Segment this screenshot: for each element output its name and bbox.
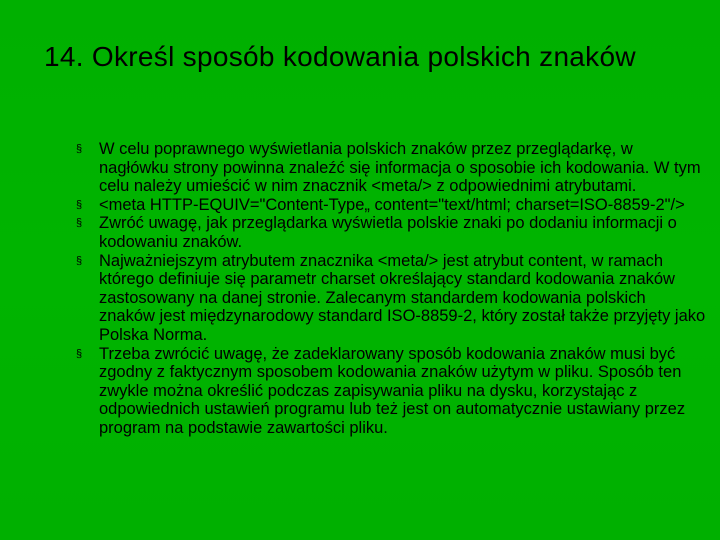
bullet-marker-icon: § (76, 347, 83, 360)
bullet-item (76, 196, 706, 215)
bullet-marker-icon: § (76, 198, 83, 211)
bullet-item (76, 140, 706, 196)
slide-title: 14. Określ sposób kodowania polskich znaków (44, 41, 636, 72)
bullet-text: Zwróć uwagę, jak przeglądarka wyświetla polskie znaki po dodaniu informacji o kodowaniu znaków. (99, 214, 677, 251)
bullet-text: <meta HTTP-EQUIV="Content-Type„ content="text/html; charset=ISO-8859-2"/> (99, 195, 685, 214)
bullet-text: Trzeba zwrócić uwagę, że zadeklarowany sposób kodowania znaków musi być zgodny z faktycznym sposobem kodowania znaków użytym w pliku. Sposób ten zwykle można określić podczas zapisywania pliku na dysku, korzystając z odpowiednich ustawień programu lub też jest on automatycznie ustawiany przez program na podstawie zawartości pliku. (99, 344, 686, 437)
bullet-item (76, 214, 706, 251)
bullet-marker-icon: § (76, 217, 83, 230)
bullet-item (76, 345, 706, 438)
bullet-marker-icon: § (76, 143, 83, 155)
bullet-list (76, 140, 706, 438)
bullet-marker-icon: § (76, 254, 83, 267)
bullet-item (76, 252, 706, 345)
bullet-text: W celu poprawnego wyświetlania polskich znaków przez przeglądarkę, w nagłówku strony powinna znaleźć się informacja o sposobie ich kodowania. W tym celu należy umieścić w nim znacznik <meta/> z odpowiednimi atrybutami. (99, 140, 701, 196)
bullet-text: Najważniejszym atrybutem znacznika <meta/> jest atrybut content, w ramach którego definiuje się parametr charset określający standard kodowania znaków zastosowany na danej stronie. Zalecanym standardem kodowania polskich znaków jest międzynarodowy standard ISO-8859-2, który został także przyjęty jako Polska Norma. (99, 251, 706, 344)
